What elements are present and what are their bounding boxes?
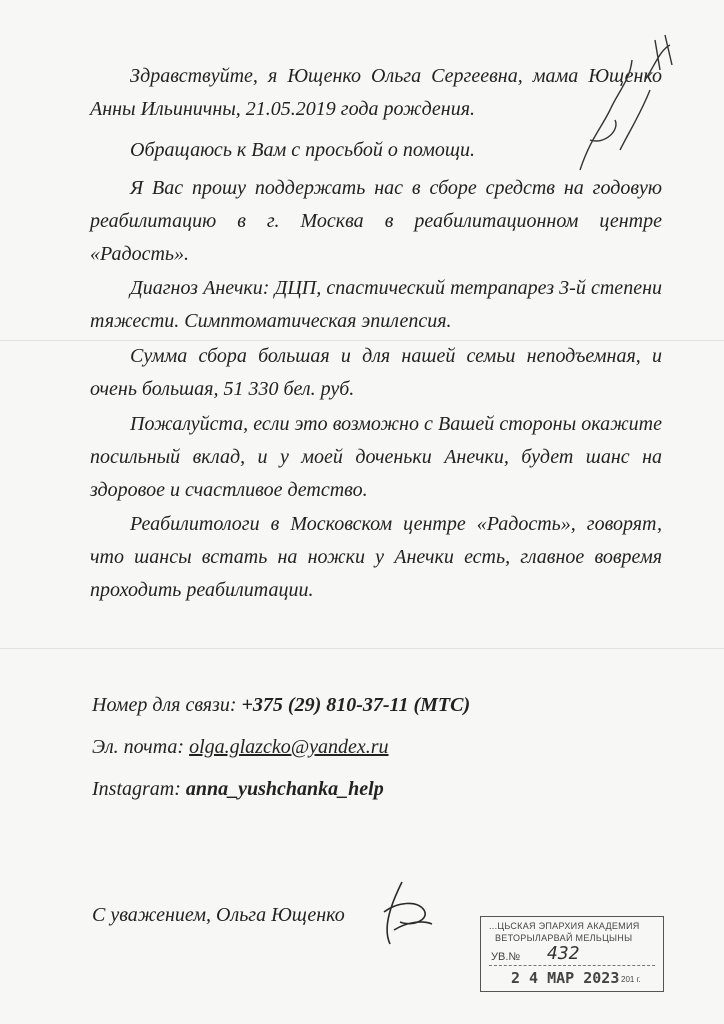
instagram-label: Instagram: — [92, 778, 186, 800]
paragraph-request: Обращаюсь к Вам с просьбой о помощи. — [130, 139, 475, 161]
email-link[interactable]: olga.glazcko@yandex.ru — [189, 736, 389, 758]
stamp-date: 2 4 МАР 2023 — [511, 969, 620, 987]
phone-label: Номер для связи: — [92, 694, 242, 716]
paragraph-amount: Сумма сбора большая и для нашей семьи неподъемная, и очень большая, 51 330 бел. руб. — [90, 345, 662, 400]
stamp-number: 432 — [547, 943, 580, 964]
email-label: Эл. почта: — [92, 736, 190, 758]
paragraph-rehab: Реабилитологи в Московском центре «Радость», говорят, что шансы встать на ножки у Анечки есть, главное вовремя проходить реабилитации. — [90, 513, 662, 601]
stamp-org-line2: ВЕТОРЫЛАРВАЙ МЕЛЬЦЫНЫ — [495, 933, 633, 943]
stamp-org-line1: ...ЦЬСКАЯ ЭПАРХИЯ АКАДЕМИЯ — [489, 921, 640, 931]
stamp-in-label: УВ.№ — [491, 951, 521, 963]
contact-email — [92, 736, 389, 759]
registration-stamp — [480, 916, 664, 992]
paragraph-greeting: Здравствуйте, я Ющенко Ольга Сергеевна, мама Ющенко Анны Ильиничны, 21.05.2019 года рождения. — [90, 65, 662, 120]
paragraph-support: Я Вас прошу поддержать нас в сборе средств на годовую реабилитацию в г. Москва в реабилитационном центре «Радость». — [90, 177, 662, 265]
contact-instagram — [92, 778, 384, 801]
paragraph-diagnosis: Диагноз Анечки: ДЦП, спастический тетрапарез 3-й степени тяжести. Симптоматическая эпилепсия. — [90, 277, 662, 332]
handwritten-note-image — [560, 20, 680, 180]
stamp-year-suffix: 201 г. — [621, 975, 641, 984]
instagram-handle: anna_yushchanka_help — [185, 778, 384, 800]
phone-value: +375 (29) 810-37-11 (МТС) — [241, 694, 471, 716]
closing-line: С уважением, Ольга Ющенко — [92, 904, 345, 926]
paragraph-plea: Пожалуйста, если это возможно с Вашей стороны окажите посильный вклад, и у моей доченьки Анечки, будет шанс на здоровое и счастливое детство. — [90, 413, 662, 501]
contact-phone — [92, 694, 470, 717]
signature-image — [372, 872, 442, 952]
stamp-rule — [489, 965, 655, 966]
paper-fold — [0, 648, 724, 649]
